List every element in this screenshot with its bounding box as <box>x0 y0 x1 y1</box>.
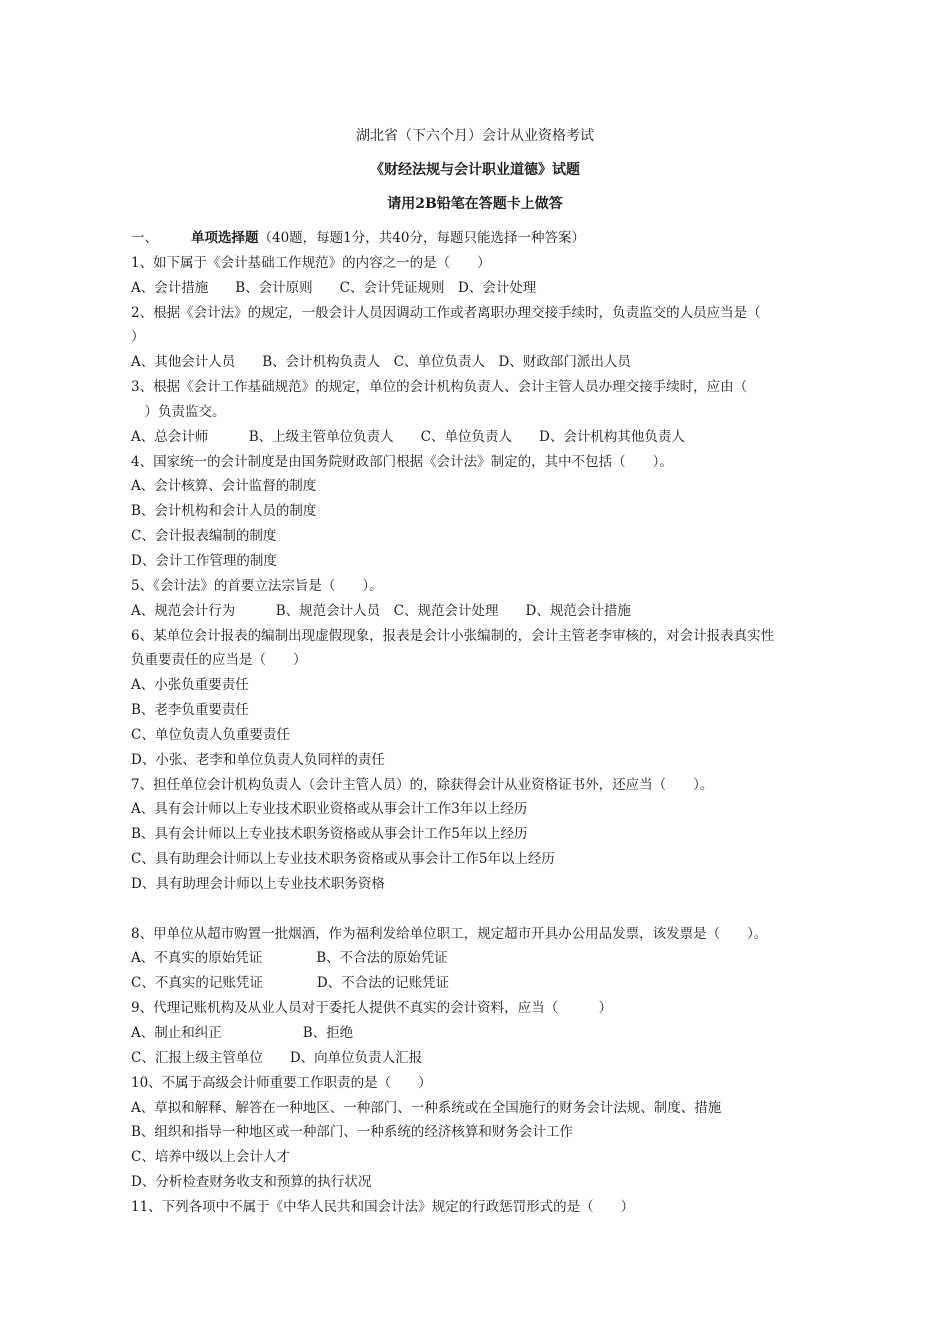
question-line: A、其他会计人员 B、会计机构负责人 C、单位负责人 D、财政部门派出人员 <box>131 354 631 371</box>
section-note: （40题，每题1分，共40分，每题只能选择一种答案） <box>258 230 585 246</box>
section-title: 单项选择题 <box>191 230 259 246</box>
question-line: A、会计核算、会计监督的制度 <box>131 478 317 495</box>
question-line: 6、某单位会计报表的编制出现虚假现象，报表是会计小张编制的，会计主管老李审核的，对会计报表真实性 <box>131 627 775 644</box>
question-line: D、具有助理会计师以上专业技术职务资格 <box>131 875 385 892</box>
question-line: A、会计措施 B、会计原则 C、会计凭证规则 D、会计处理 <box>131 279 537 296</box>
question-line: 3、根据《会计工作基础规范》的规定，单位的会计机构负责人、会计主管人员办理交接手续时，应由（ <box>131 379 748 396</box>
question-line: D、分析检查财务收支和预算的执行状况 <box>131 1174 372 1191</box>
question-line: D、会计工作管理的制度 <box>131 552 277 569</box>
question-line: 9、代理记账机构及从业人员对于委托人提供不真实的会计资料，应当（ ） <box>131 1000 613 1017</box>
question-line: 11、下列各项中不属于《中华人民共和国会计法》规定的行政惩罚形式的是（ ） <box>131 1198 635 1215</box>
question-line: C、会计报表编制的制度 <box>131 528 277 545</box>
question-line: 负重要责任的应当是（ ） <box>131 652 307 669</box>
question-line: C、培养中级以上会计人才 <box>131 1149 290 1166</box>
question-line: ） <box>131 329 145 346</box>
question-line: 4、国家统一的会计制度是由国务院财政部门根据《会计法》制定的，其中不包括（ ）。 <box>131 453 673 470</box>
question-line: C、不真实的记账凭证 D、不合法的记账凭证 <box>131 975 450 992</box>
question-line: 8、甲单位从超市购置一批烟酒，作为福利发给单位职工，规定超市开具办公用品发票，该发票是（ ）。 <box>131 925 768 942</box>
question-line: A、不真实的原始凭证 B、不合法的原始凭证 <box>131 950 448 967</box>
section-heading <box>131 226 821 251</box>
question-line: 5、《会计法》的首要立法宗旨是（ ）。 <box>131 577 383 594</box>
question-line: A、小张负重要责任 <box>131 677 249 694</box>
document-title: 湖北省（下六个月）会计从业资格考试 <box>356 128 594 144</box>
question-line: 7、担任单位会计机构负责人（会计主管人员）的，除获得会计从业资格证书外，还应当（ ）。 <box>131 776 714 793</box>
question-line <box>131 897 821 922</box>
section-number: 一、 <box>131 230 158 246</box>
question-line: B、老李负重要责任 <box>131 702 249 719</box>
question-line: C、具有助理会计师以上专业技术职务资格或从事会计工作5年以上经历 <box>131 851 555 868</box>
question-line: 1、如下属于《会计基础工作规范》的内容之一的是（ ） <box>131 254 491 271</box>
answer-instruction: 请用2B铅笔在答题卡上做答 <box>387 196 563 212</box>
question-line: B、会计机构和会计人员的制度 <box>131 503 317 520</box>
question-line: ）负责监交。 <box>131 403 226 420</box>
question-body <box>131 226 821 1220</box>
question-line: 2、根据《会计法》的规定，一般会计人员因调动工作或者离职办理交接手续时，负责监交的人员应当是（ <box>131 304 761 321</box>
question-line: A、草拟和解释、解答在一种地区、一种部门、一种系统或在全国施行的财务会计法规、制度、措施 <box>131 1099 722 1116</box>
question-line: B、具有会计师以上专业技术职务资格或从事会计工作5年以上经历 <box>131 826 528 843</box>
question-line: A、总会计师 B、上级主管单位负责人 C、单位负责人 D、会计机构其他负责人 <box>131 428 685 445</box>
document-subtitle: 《财经法规与会计职业道德》试题 <box>370 162 580 178</box>
question-line: B、组织和指导一种地区或一种部门、一种系统的经济核算和财务会计工作 <box>131 1124 573 1141</box>
question-line: C、单位负责人负重要责任 <box>131 726 290 743</box>
question-line: A、制止和纠正 B、拒绝 <box>131 1025 354 1041</box>
question-line: 10、不属于高级会计师重要工作职责的是（ ） <box>131 1074 432 1091</box>
question-lines <box>131 251 821 1220</box>
question-line: A、具有会计师以上专业技术职业资格或从事会计工作3年以上经历 <box>131 801 528 818</box>
question-line: C、汇报上级主管单位 D、向单位负责人汇报 <box>131 1049 423 1066</box>
question-line: A、规范会计行为 B、规范会计人员 C、规范会计处理 D、规范会计措施 <box>131 602 631 619</box>
question-line: D、小张、老李和单位负责人负同样的责任 <box>131 751 385 768</box>
